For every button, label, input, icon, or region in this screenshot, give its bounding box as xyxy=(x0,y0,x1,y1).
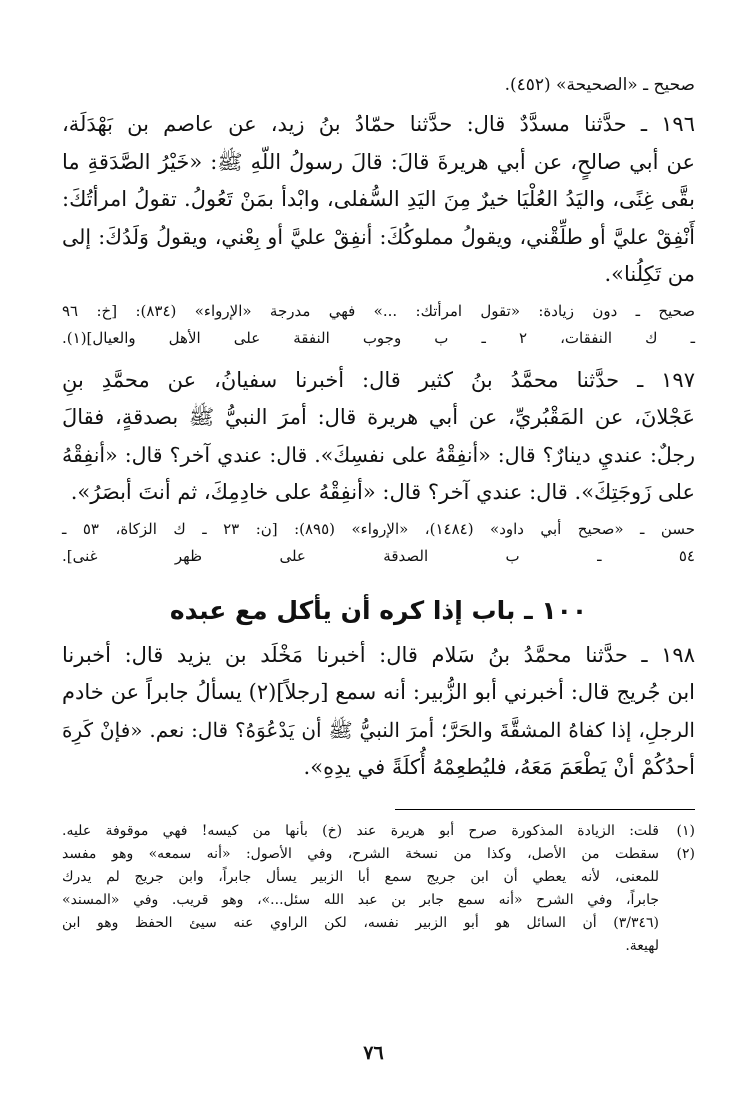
footnote-separator xyxy=(395,809,695,810)
hadith-line: ١٩٨ ـ حدَّثنا محمَّدُ بنُ سَلام قال: أخبرنا مَخْلَد بن يزيد قال: أخبرنا xyxy=(62,642,695,667)
grade-line: صحيح ـ دون زيادة: «تقول امرأتك: ...» فهي مدرجة «الإرواء» (٨٣٤): [خ: ٩٦ xyxy=(62,301,696,320)
grade-197 xyxy=(62,516,695,570)
hadith-line: أحدُكُمْ أنْ يَطْعَمَ مَعَهُ، فليُطعِمْهُ أُكلَةً في يدِهِ». xyxy=(303,755,695,779)
hadith-line: بقَّى غِنًى، واليَدُ العُلْيَا خيرٌ مِنَ اليَدِ السُّفلى، وابْدأ بمَنْ تَعُولُ. تقولُ امرأتُكَ: xyxy=(62,187,695,211)
footnote-line: (٣/٣٤٦) أن السائل هو أبو الزبير نفسه، لكن الراوي عنه سيئ الحفظ وهو ابن xyxy=(62,914,659,931)
grade-line: حسن ـ «صحيح أبي داود» (١٤٨٤)، «الإرواء» (٨٩٥): [ن: ٢٣ ـ ك الزكاة، ٥٣ ـ xyxy=(62,519,695,538)
footnote-line: سقطت من الأصل، وكذا من نسخة الشرح، وفي الأصول: «أنه سمعه» وهو مفسد xyxy=(62,845,659,862)
page-number: ٧٦ xyxy=(363,1042,384,1064)
footnote-line: جابراً، وفي الشرح «أنه سمع جابر بن عبد الله سئل...»، وهو قريب. وفي «المسند» xyxy=(62,891,659,908)
hadith-196 xyxy=(62,106,695,294)
hadith-line: رجلٌ: عنديِ دينارٌ؟ قال: «أنفِقْهُ على نفسِكَ». قال: عندي آخر؟ قال: «أنفِقْهُ xyxy=(62,442,695,467)
hadith-line: ابن جُريج قال: أخبرني أبو الزُّبير: أنه سمع [رجلاً](٢) يسألُ جابراً عن خادم xyxy=(62,680,696,704)
footnote-1 xyxy=(62,820,695,843)
grade-line: ٥٤ ـ ب الصدقة على ظهر غنى]. xyxy=(62,546,695,565)
hadith-line: ١٩٧ ـ حدَّثنا محمَّدُ بنُ كثير قال: أخبرنا سفيانُ، عن محمَّدِ بنِ xyxy=(62,367,695,392)
hadith-line: من تَكِلُنا». xyxy=(604,262,695,286)
hadith-line: ١٩٦ ـ حدَّثنا مسدَّدٌ قال: حدَّثنا حمّادُ بنُ زيد، عن عاصم بن بَهْدَلَة، xyxy=(62,112,695,136)
grade-line-top: صحيح ـ «الصحيحة» (٤٥٢). xyxy=(504,75,695,95)
footnote-line: للمعنى، لأنه يعطي أن ابن جريج سمع أبا الزبير يسأل جابراً، وابن جريج لم يدرك xyxy=(62,868,659,885)
hadith-line: عن أبي صالحٍ، عن أبي هريرةَ قالَ: قالَ رسولُ اللّهِ ﷺ: «خَيْرُ الصَّدَقةِ ما xyxy=(62,149,695,174)
grade-line: ـ ك النفقات، ٢ ـ ب وجوب النفقة على الأهل والعيال](١). xyxy=(62,328,695,347)
footnote-line: لهيعة. xyxy=(625,937,659,954)
footnote-number: (١) xyxy=(676,822,695,839)
hadith-198 xyxy=(62,637,695,787)
chapter-heading: ١٠٠ ـ باب إذا كره أن يأكل مع عبده xyxy=(169,595,588,625)
footnote-2 xyxy=(62,843,695,958)
book-page xyxy=(62,70,695,1098)
footnote-line: قلت: الزيادة المذكورة صرح أبو هريرة عند (خ) بأنها من كيسه! فهي موقوفة عليه. xyxy=(62,822,659,839)
hadith-line: الرجلِ، إذا كفاهُ المشقَّةَ والحَرَّ؛ أمرَ النبيُّ ﷺ أن يَدْعُوَهُ؟ قال: نعم. «فإنْ كَرِهَ xyxy=(62,717,695,742)
hadith-line: أَنْفِقْ عليَّ أو طلِّقْني، ويقولُ مملوكُكَ: أنفِقْ عليَّ أو بِعْني، ويقولُ وَلَدُكَ: إلى xyxy=(62,224,695,249)
hadith-197 xyxy=(62,362,695,512)
hadith-line: عَجْلانَ، عن المَقْبُريِّ، عن أبي هريرة قال: أمرَ النبيُّ ﷺ بصدقةٍ، فقالَ xyxy=(62,405,695,429)
footnote-number: (٢) xyxy=(676,845,695,862)
hadith-line: على زَوجَتِكَ». قال: عندي آخر؟ قال: «أنفِقْهُ على خادِمِكَ، ثم أنتَ أبصَرُ». xyxy=(70,480,695,504)
grade-196 xyxy=(62,298,695,352)
